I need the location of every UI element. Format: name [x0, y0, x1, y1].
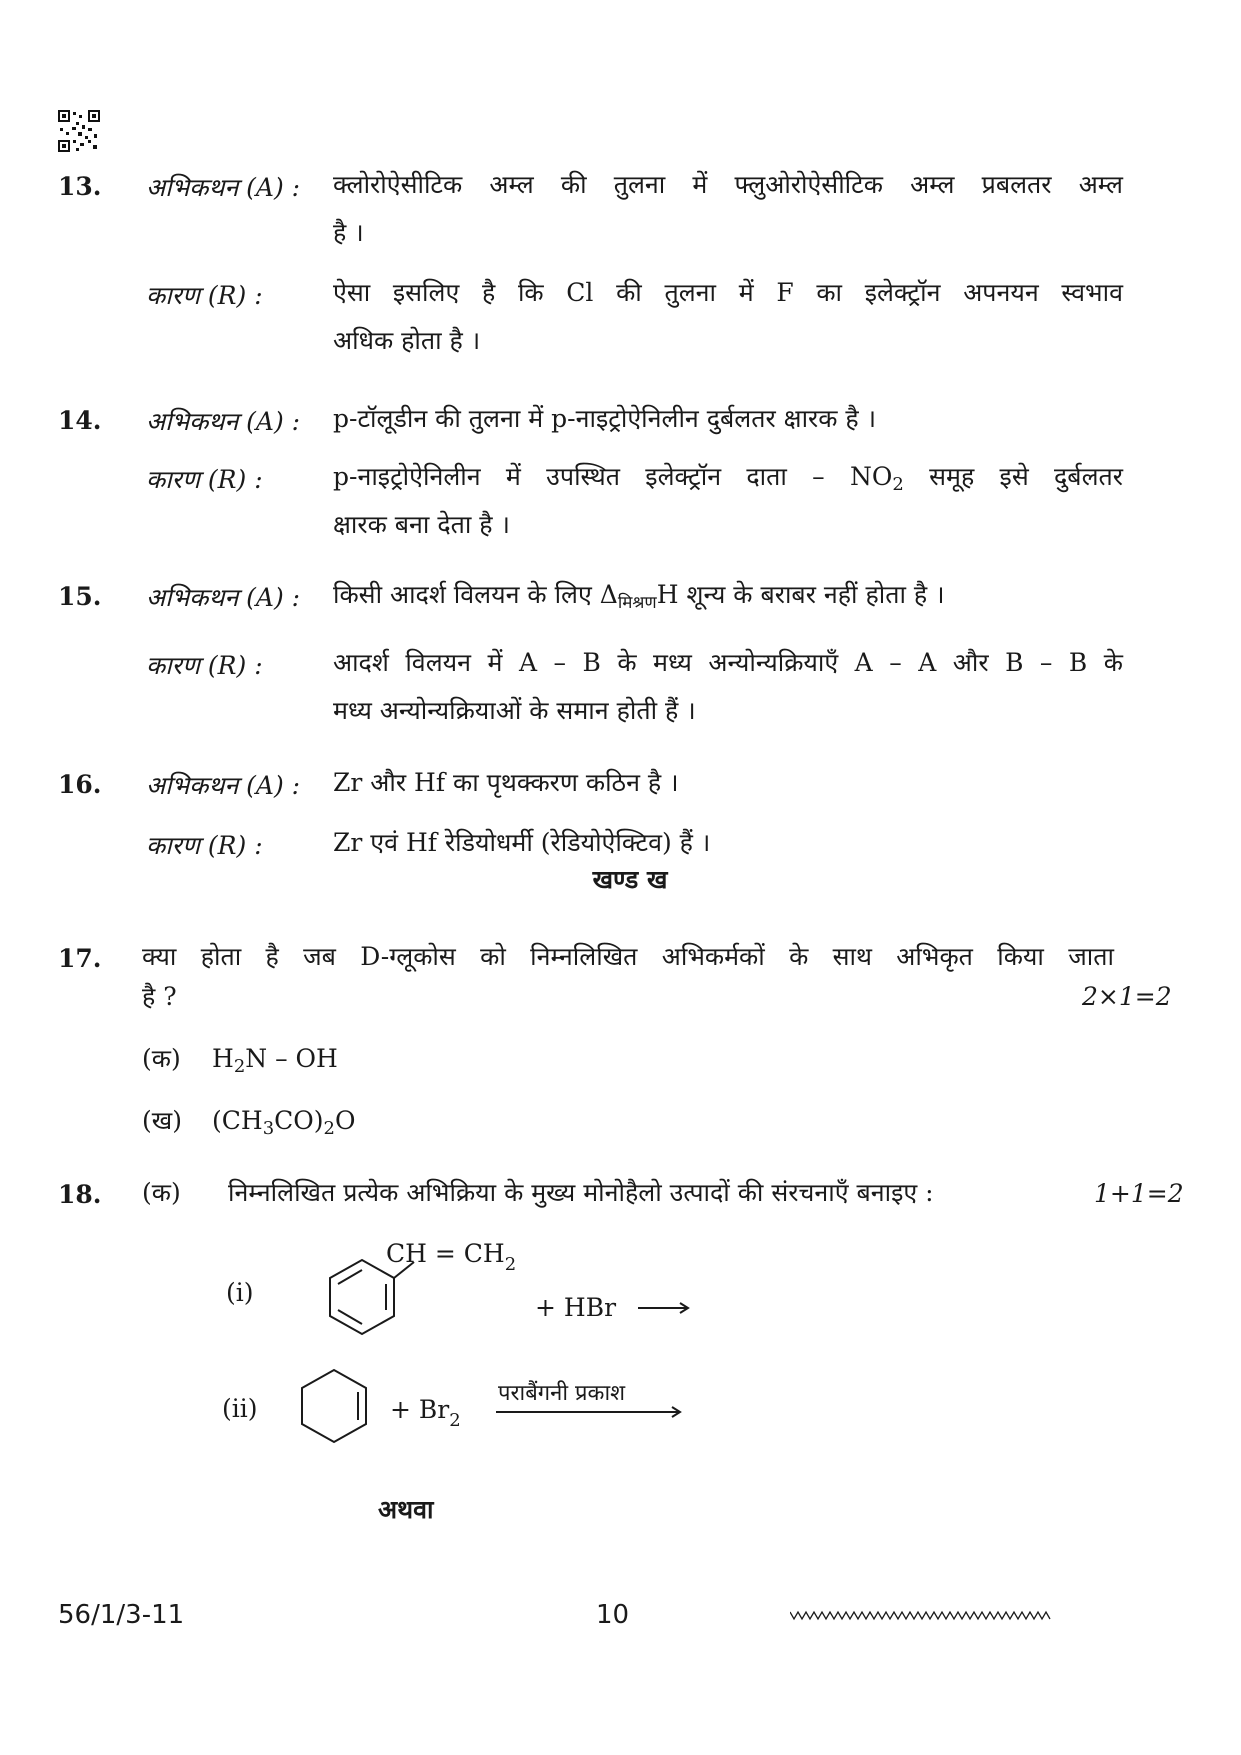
- question-number: 13.: [58, 172, 102, 201]
- reason-text: आदर्श विलयन में A – B के मध्य अन्योन्यक्रियाएँ A – A और B – B के: [333, 648, 1123, 677]
- reason-text-continued: क्षारक बना देता है ।: [333, 510, 510, 539]
- marks: 2×1=2: [1082, 982, 1172, 1011]
- question-number: 16.: [58, 770, 102, 799]
- option-a-text: $H_2N$ – OH: [212, 1044, 338, 1077]
- reason-label: कारण (R) :: [146, 831, 263, 860]
- part-label: (क): [142, 1178, 181, 1207]
- reaction-i-diagram: [290, 1232, 730, 1342]
- or-divider: अथवा: [378, 1495, 434, 1524]
- decorative-wave-line: [790, 1608, 1052, 1622]
- reagent-hbr: + HBr: [535, 1293, 617, 1322]
- question-number: 17.: [58, 944, 102, 973]
- question-text: निम्नलिखित प्रत्येक अभिक्रिया के मुख्य मोनोहैलो उत्पादों की संरचनाएँ बनाइए :: [228, 1178, 934, 1207]
- reaction-arrow: [496, 1407, 680, 1417]
- benzene-ring: [330, 1260, 414, 1334]
- reaction-ii-label: (ii): [222, 1394, 258, 1423]
- reason-label: कारण (R) :: [146, 465, 263, 494]
- option-b-label: (ख): [142, 1106, 182, 1135]
- page-number: 10: [596, 1600, 630, 1630]
- option-a-label: (क): [142, 1044, 181, 1073]
- reason-text-continued: अधिक होता है ।: [333, 326, 481, 355]
- question-number: 14.: [58, 406, 102, 435]
- reason-text: ऐसा इसलिए है कि Cl की तुलना में F का इलेक्ट्रॉन अपनयन स्वभाव: [333, 278, 1123, 307]
- qr-code: [58, 110, 100, 152]
- question-number: 15.: [58, 582, 102, 611]
- cyclohexene-ring: [302, 1370, 366, 1442]
- reagent-br2: + $Br_2$: [390, 1395, 461, 1431]
- assertion-text-continued: है ।: [333, 218, 364, 247]
- assertion-label: अभिकथन (A) :: [146, 407, 301, 436]
- vinyl-substituent: CH = $CH_2$: [386, 1239, 517, 1275]
- reaction-i-label: (i): [226, 1278, 254, 1307]
- reason-text: p-नाइट्रोऐनिलीन में उपस्थित इलेक्ट्रॉन दाता – $NO_2$ समूह इसे दुर्बलतर: [333, 462, 1123, 495]
- reaction-arrow: [638, 1303, 688, 1313]
- section-heading: खण्ड ख: [592, 865, 668, 894]
- question-text-continued: है ?: [142, 982, 177, 1011]
- assertion-text: क्लोरोऐसीटिक अम्ल की तुलना में फ्लुओरोऐसीटिक अम्ल प्रबलतर अम्ल: [333, 170, 1123, 199]
- reaction-ii-diagram: [290, 1360, 710, 1460]
- marks: 1+1=2: [1094, 1179, 1184, 1208]
- option-b-text: $(CH_3CO)_2O$: [212, 1106, 356, 1139]
- question-number: 18.: [58, 1180, 102, 1209]
- question-text: क्या होता है जब D-ग्लूकोस को निम्नलिखित अभिकर्मकों के साथ अभिकृत किया जाता: [142, 942, 1114, 971]
- reason-text-continued: मध्य अन्योन्यक्रियाओं के समान होती हैं ।: [333, 696, 696, 725]
- reason-label: कारण (R) :: [146, 281, 263, 310]
- assertion-label: अभिकथन (A) :: [146, 173, 301, 202]
- paper-code: 56/1/3-11: [58, 1600, 185, 1630]
- assertion-text: किसी आदर्श विलयन के लिए $\Delta_{मिश्रण}H$ शून्य के बराबर नहीं होता है ।: [333, 580, 945, 613]
- assertion-text: Zr और Hf का पृथक्करण कठिन है ।: [333, 768, 679, 797]
- assertion-label: अभिकथन (A) :: [146, 771, 301, 800]
- condition-label: पराबैंगनी प्रकाश: [498, 1381, 626, 1406]
- reason-text: Zr एवं Hf रेडियोधर्मी (रेडियोऐक्टिव) हैं ।: [333, 828, 711, 857]
- assertion-text: p-टॉलूडीन की तुलना में p-नाइट्रोऐनिलीन दुर्बलतर क्षारक है ।: [333, 404, 877, 433]
- assertion-label: अभिकथन (A) :: [146, 583, 301, 612]
- reason-label: कारण (R) :: [146, 651, 263, 680]
